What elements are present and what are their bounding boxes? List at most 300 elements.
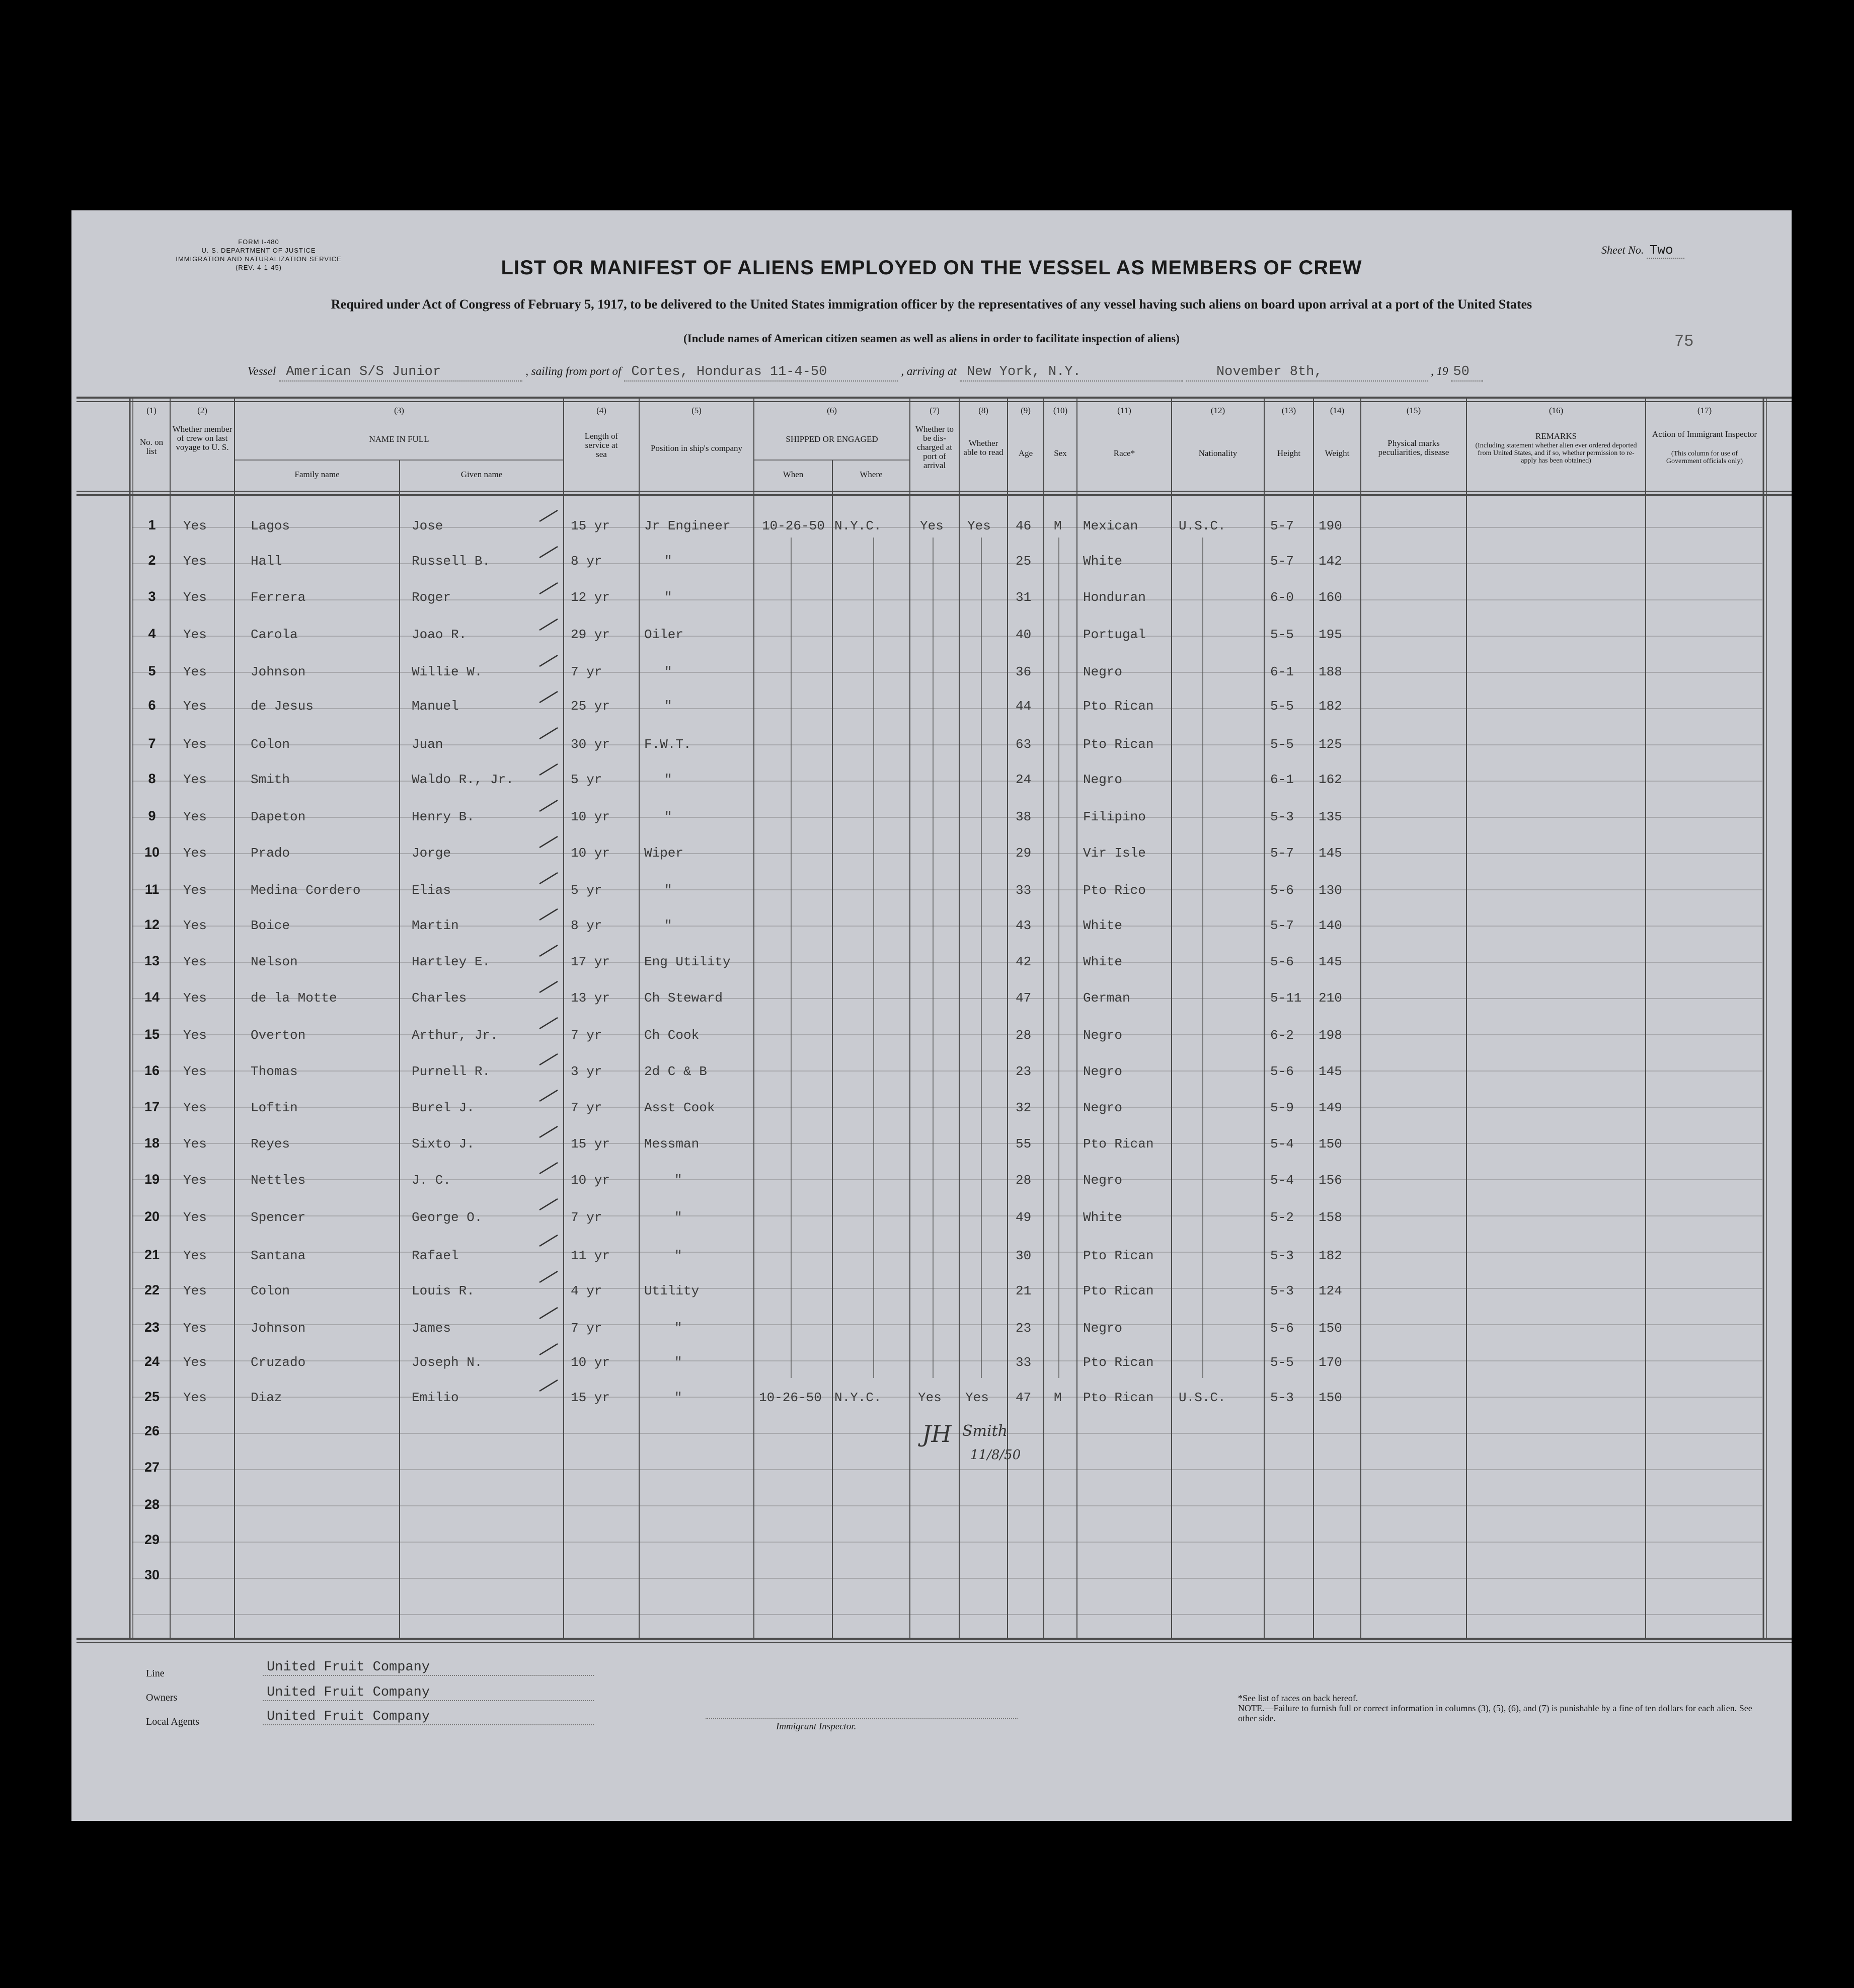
col-num-5: (5) xyxy=(691,406,702,415)
position: F.W.T. xyxy=(644,737,691,752)
service-length: 15 yr xyxy=(571,1136,610,1152)
age: 63 xyxy=(1016,737,1032,752)
prev-voyage: Yes xyxy=(183,664,207,679)
race: Negro xyxy=(1083,1100,1123,1115)
service-length: 17 yr xyxy=(571,954,610,969)
given-name: Arthur, Jr. xyxy=(412,1028,498,1043)
row-number: 23 xyxy=(144,1320,160,1335)
height: 5-5 xyxy=(1270,737,1294,752)
weight: 142 xyxy=(1319,554,1342,569)
position: Messman xyxy=(644,1136,700,1152)
weight: 135 xyxy=(1319,809,1342,824)
col-num-1: (1) xyxy=(146,406,157,415)
service-length: 13 yr xyxy=(571,990,610,1006)
weight: 160 xyxy=(1319,590,1342,605)
sheet-number-label: Sheet No. xyxy=(1601,244,1644,256)
given-name: Hartley E. xyxy=(412,954,491,969)
family-name: Cruzado xyxy=(251,1355,306,1370)
service-length: 3 yr xyxy=(571,1064,602,1079)
prev-voyage: Yes xyxy=(183,518,207,533)
row-number: 1 xyxy=(148,517,156,532)
position: " xyxy=(664,699,672,714)
header-able-to-read: Whether able to read xyxy=(963,438,1003,457)
header-given-name: Given name xyxy=(460,470,503,479)
weight: 182 xyxy=(1319,699,1342,714)
row-number-29: 29 xyxy=(144,1532,160,1547)
col-num-10: (10) xyxy=(1053,406,1068,415)
weight: 182 xyxy=(1319,1248,1342,1263)
row-number-30: 30 xyxy=(144,1567,160,1582)
weight: 162 xyxy=(1319,772,1342,787)
age: 33 xyxy=(1016,1355,1032,1370)
header-name-in-full: NAME IN FULL xyxy=(369,434,429,444)
department-name: U. S. DEPARTMENT OF JUSTICE xyxy=(201,247,316,254)
race: Pto Rican xyxy=(1083,1390,1154,1405)
immigrant-inspector-label: Immigrant Inspector. xyxy=(776,1721,857,1732)
header-shipped-or-engaged: SHIPPED OR ENGAGED xyxy=(786,434,878,444)
given-name: Henry B. xyxy=(412,809,475,824)
to-be-discharged: Yes xyxy=(920,518,944,533)
age: 28 xyxy=(1016,1028,1032,1043)
age: 24 xyxy=(1016,772,1032,787)
height: 5-5 xyxy=(1270,1355,1294,1370)
service-length: 7 yr xyxy=(571,1321,602,1336)
shipped-when: 10-26-50 xyxy=(759,1390,822,1405)
race: Pto Rican xyxy=(1083,1355,1154,1370)
row-number: 6 xyxy=(148,698,156,713)
header-length-of-service: Length of service at sea xyxy=(584,431,619,459)
col-num-14: (14) xyxy=(1330,406,1345,415)
shipped-where: N.Y.C. xyxy=(834,1390,882,1405)
position: Ch Cook xyxy=(644,1028,700,1043)
weight: 130 xyxy=(1319,883,1342,898)
family-name: Overton xyxy=(251,1028,306,1043)
sex: M xyxy=(1054,518,1062,533)
height: 5-3 xyxy=(1270,1390,1294,1405)
race: Vir Isle xyxy=(1083,846,1146,861)
shipped-where: N.Y.C. xyxy=(834,518,882,533)
given-name: George O. xyxy=(412,1210,483,1225)
height: 5-9 xyxy=(1270,1100,1294,1115)
weight: 188 xyxy=(1319,664,1342,679)
weight: 150 xyxy=(1319,1136,1342,1152)
family-name: Carola xyxy=(251,627,298,642)
weight: 145 xyxy=(1319,846,1342,861)
row-number: 22 xyxy=(144,1282,160,1297)
age: 42 xyxy=(1016,954,1032,969)
age: 21 xyxy=(1016,1283,1032,1298)
age: 23 xyxy=(1016,1064,1032,1079)
col-num-11: (11) xyxy=(1117,406,1131,415)
service-length: 8 yr xyxy=(571,554,602,569)
service-length: 30 yr xyxy=(571,737,610,752)
height: 5-11 xyxy=(1270,990,1302,1006)
form-revision: (REV. 4-1-45) xyxy=(236,264,282,271)
given-name: Waldo R., Jr. xyxy=(412,772,514,787)
height: 5-3 xyxy=(1270,1248,1294,1263)
service-name: IMMIGRATION AND NATURALIZATION SERVICE xyxy=(176,255,342,263)
position: " xyxy=(674,1248,682,1263)
race: Pto Rican xyxy=(1083,1283,1154,1298)
row-number: 2 xyxy=(148,553,156,568)
prev-voyage: Yes xyxy=(183,1136,207,1152)
header-position: Position in ship's company xyxy=(650,443,743,453)
position: " xyxy=(674,1321,682,1336)
header-physical-marks: Physical marks peculiarities, disease xyxy=(1378,438,1449,457)
weight: 125 xyxy=(1319,737,1342,752)
family-name: Nettles xyxy=(251,1173,306,1188)
given-name: Sixto J. xyxy=(412,1136,475,1152)
age: 29 xyxy=(1016,846,1032,861)
given-name: Purnell R. xyxy=(412,1064,491,1079)
to-be-discharged: Yes xyxy=(918,1390,942,1405)
weight: 145 xyxy=(1319,1064,1342,1079)
race: Pto Rico xyxy=(1083,883,1146,898)
service-length: 8 yr xyxy=(571,918,602,933)
header-shipped-when: When xyxy=(783,470,804,479)
service-length: 7 yr xyxy=(571,1028,602,1043)
col-num-7: (7) xyxy=(930,406,940,415)
height: 5-4 xyxy=(1270,1173,1294,1188)
page-stamp: 75 xyxy=(1674,332,1694,351)
age: 46 xyxy=(1016,518,1032,533)
service-length: 29 yr xyxy=(571,627,610,642)
given-name: Jose xyxy=(412,518,443,533)
race: Negro xyxy=(1083,1321,1123,1336)
sex: M xyxy=(1054,1390,1062,1405)
position: Ch Steward xyxy=(644,990,723,1006)
header-prev-voyage: Whether member of crew on last voyage to U. S. xyxy=(172,424,233,452)
race: Negro xyxy=(1083,772,1123,787)
height: 5-6 xyxy=(1270,1321,1294,1336)
given-name: Willie W. xyxy=(412,664,483,679)
service-length: 10 yr xyxy=(571,1355,610,1370)
family-name: de Jesus xyxy=(251,699,314,714)
family-name: Medina Cordero xyxy=(251,883,361,898)
prev-voyage: Yes xyxy=(183,1064,207,1079)
weight: 195 xyxy=(1319,627,1342,642)
weight: 150 xyxy=(1319,1390,1342,1405)
arriving-label: , arriving at xyxy=(901,365,957,377)
given-name: Joao R. xyxy=(412,627,467,642)
row-number: 3 xyxy=(148,589,156,604)
service-length: 10 yr xyxy=(571,809,610,824)
nationality: U.S.C. xyxy=(1179,1390,1226,1405)
prev-voyage: Yes xyxy=(183,1321,207,1336)
service-length: 25 yr xyxy=(571,699,610,714)
position: " xyxy=(664,590,672,605)
age: 23 xyxy=(1016,1321,1032,1336)
given-name: Burel J. xyxy=(412,1100,475,1115)
able-to-read: Yes xyxy=(967,518,991,533)
header-sex: Sex xyxy=(1054,448,1067,458)
row-number: 4 xyxy=(148,626,156,641)
prev-voyage: Yes xyxy=(183,1173,207,1188)
family-name: Spencer xyxy=(251,1210,306,1225)
header-shipped-where: Where xyxy=(860,470,883,479)
weight: 140 xyxy=(1319,918,1342,933)
weight: 170 xyxy=(1319,1355,1342,1370)
position: Oiler xyxy=(644,627,684,642)
height: 5-7 xyxy=(1270,846,1294,861)
owners-value: United Fruit Company xyxy=(263,1685,594,1701)
position: " xyxy=(674,1173,682,1188)
given-name: Juan xyxy=(412,737,443,752)
height: 5-6 xyxy=(1270,1064,1294,1079)
row-number-28: 28 xyxy=(144,1497,160,1512)
header-nationality: Nationality xyxy=(1198,448,1238,458)
family-name: Dapeton xyxy=(251,809,306,824)
height: 5-5 xyxy=(1270,699,1294,714)
height: 5-7 xyxy=(1270,554,1294,569)
col-num-12: (12) xyxy=(1210,406,1225,415)
service-length: 10 yr xyxy=(571,1173,610,1188)
family-name: Hall xyxy=(251,554,282,569)
position: " xyxy=(674,1390,682,1405)
line-label: Line xyxy=(146,1668,165,1679)
age: 47 xyxy=(1016,990,1032,1006)
position: " xyxy=(674,1355,682,1370)
given-name: Elias xyxy=(412,883,451,898)
service-length: 15 yr xyxy=(571,518,610,533)
form-number: FORM I-480 xyxy=(238,238,279,246)
header-height: Height xyxy=(1277,448,1301,458)
header-no-on-list: No. on list xyxy=(139,437,164,456)
shipped-when: 10-26-50 xyxy=(762,518,825,533)
weight: 158 xyxy=(1319,1210,1342,1225)
family-name: Nelson xyxy=(251,954,298,969)
given-name: James xyxy=(412,1321,451,1336)
age: 36 xyxy=(1016,664,1032,679)
age: 40 xyxy=(1016,627,1032,642)
row-number: 5 xyxy=(148,663,156,678)
height: 5-3 xyxy=(1270,1283,1294,1298)
weight: 149 xyxy=(1319,1100,1342,1115)
row-number: 10 xyxy=(144,845,160,860)
penalty-note: NOTE.—Failure to furnish full or correct information in columns (3), (5), (6), and (7) is punishable by a fine of ten dollars for each alien. See other side. xyxy=(1238,1703,1752,1723)
age: 44 xyxy=(1016,699,1032,714)
row-number: 16 xyxy=(144,1063,160,1078)
inspector-name: Smith xyxy=(962,1422,1008,1440)
race: White xyxy=(1083,918,1123,933)
position: Asst Cook xyxy=(644,1100,715,1115)
document-subtitle: Required under Act of Congress of February 5, 1917, to be delivered to the United States immigration officer by the representatives of any vessel having such aliens on board upon arrival at a port of the United States xyxy=(331,297,1532,312)
prev-voyage: Yes xyxy=(183,1028,207,1043)
row-number: 11 xyxy=(144,882,160,897)
age: 25 xyxy=(1016,554,1032,569)
age: 30 xyxy=(1016,1248,1032,1263)
prev-voyage: Yes xyxy=(183,699,207,714)
position: " xyxy=(664,809,672,824)
document-instructions: (Include names of American citizen seamen as well as aliens in order to facilitate inspection of aliens) xyxy=(683,332,1180,345)
race: White xyxy=(1083,954,1123,969)
col-num-8: (8) xyxy=(978,406,988,415)
footer-note xyxy=(1238,1693,1771,1723)
local-agents-value: United Fruit Company xyxy=(263,1709,594,1725)
col-num-13: (13) xyxy=(1281,406,1296,415)
race: Pto Rican xyxy=(1083,1248,1154,1263)
row-number: 17 xyxy=(144,1099,160,1114)
age: 47 xyxy=(1016,1390,1032,1405)
family-name: Reyes xyxy=(251,1136,290,1152)
header-to-be-discharged: Whether to be dis-charged at port of arrival xyxy=(915,424,954,470)
row-number: 14 xyxy=(144,989,160,1005)
family-name: Colon xyxy=(251,737,290,752)
race: Mexican xyxy=(1083,518,1138,533)
height: 6-2 xyxy=(1270,1028,1294,1043)
vessel-name: American S/S Junior xyxy=(279,364,522,381)
height: 5-6 xyxy=(1270,954,1294,969)
header-inspector-action: Action of Immigrant Inspector xyxy=(1652,429,1757,439)
service-length: 15 yr xyxy=(571,1390,610,1405)
position: " xyxy=(664,554,672,569)
age: 43 xyxy=(1016,918,1032,933)
family-name: Loftin xyxy=(251,1100,298,1115)
sailing-label: , sailing from port of xyxy=(525,365,622,377)
arrival-year: 50 xyxy=(1451,364,1483,381)
local-agents-label: Local Agents xyxy=(146,1716,200,1727)
weight: 156 xyxy=(1319,1173,1342,1188)
row-number: 13 xyxy=(144,953,160,968)
family-name: Thomas xyxy=(251,1064,298,1079)
col-num-9: (9) xyxy=(1021,406,1031,415)
service-length: 10 yr xyxy=(571,846,610,861)
height: 5-7 xyxy=(1270,918,1294,933)
race: German xyxy=(1083,990,1130,1006)
family-name: Colon xyxy=(251,1283,290,1298)
race: Negro xyxy=(1083,1064,1123,1079)
weight: 150 xyxy=(1319,1321,1342,1336)
given-name: Emilio xyxy=(412,1390,459,1405)
family-name: Prado xyxy=(251,846,290,861)
position: 2d C & B xyxy=(644,1064,707,1079)
race: White xyxy=(1083,554,1123,569)
sailing-from: Cortes, Honduras 11-4-50 xyxy=(624,364,898,381)
race: White xyxy=(1083,1210,1123,1225)
race: Negro xyxy=(1083,664,1123,679)
prev-voyage: Yes xyxy=(183,990,207,1006)
row-number: 20 xyxy=(144,1209,160,1224)
service-length: 7 yr xyxy=(571,664,602,679)
age: 28 xyxy=(1016,1173,1032,1188)
race: Filipino xyxy=(1083,809,1146,824)
header-age: Age xyxy=(1018,448,1033,458)
header-inspector-note: (This column for use of Government officials only) xyxy=(1666,450,1743,465)
family-name: Johnson xyxy=(251,1321,306,1336)
height: 6-1 xyxy=(1270,664,1294,679)
row-number: 24 xyxy=(144,1354,160,1369)
col-num-2: (2) xyxy=(197,406,207,415)
prev-voyage: Yes xyxy=(183,809,207,824)
row-number: 9 xyxy=(148,808,156,823)
prev-voyage: Yes xyxy=(183,737,207,752)
prev-voyage: Yes xyxy=(183,1248,207,1263)
arriving-at: New York, N.Y. xyxy=(960,364,1183,381)
given-name: Manuel xyxy=(412,699,459,714)
vessel-label: Vessel xyxy=(248,365,276,377)
year-label: , 19 xyxy=(1430,365,1448,377)
position: Jr Engineer xyxy=(644,518,731,533)
prev-voyage: Yes xyxy=(183,846,207,861)
race: Portugal xyxy=(1083,627,1146,642)
col-num-15: (15) xyxy=(1406,406,1421,415)
family-name: Johnson xyxy=(251,664,306,679)
given-name: Jorge xyxy=(412,846,451,861)
manifest-sheet xyxy=(71,210,1792,1821)
race: Pto Rican xyxy=(1083,737,1154,752)
race-note: *See list of races on back hereof. xyxy=(1238,1693,1358,1703)
row-number: 15 xyxy=(144,1027,160,1042)
prev-voyage: Yes xyxy=(183,627,207,642)
height: 5-6 xyxy=(1270,883,1294,898)
line-value: United Fruit Company xyxy=(263,1660,594,1676)
header-weight: Weight xyxy=(1325,448,1350,458)
prev-voyage: Yes xyxy=(183,883,207,898)
weight: 124 xyxy=(1319,1283,1342,1298)
row-number-27: 27 xyxy=(144,1460,160,1475)
arrival-date: November 8th, xyxy=(1186,364,1428,381)
position: Eng Utility xyxy=(644,954,731,969)
prev-voyage: Yes xyxy=(183,1355,207,1370)
document-title: LIST OR MANIFEST OF ALIENS EMPLOYED ON THE VESSEL AS MEMBERS OF CREW xyxy=(501,257,1362,279)
prev-voyage: Yes xyxy=(183,554,207,569)
service-length: 4 yr xyxy=(571,1283,602,1298)
prev-voyage: Yes xyxy=(183,1283,207,1298)
height: 5-4 xyxy=(1270,1136,1294,1152)
service-length: 11 yr xyxy=(571,1248,610,1263)
height: 5-5 xyxy=(1270,627,1294,642)
family-name: de la Motte xyxy=(251,990,337,1006)
race: Honduran xyxy=(1083,590,1146,605)
given-name: Louis R. xyxy=(412,1283,475,1298)
height: 6-1 xyxy=(1270,772,1294,787)
owners-label: Owners xyxy=(146,1692,178,1703)
position: " xyxy=(664,772,672,787)
inspector-signature-line xyxy=(706,1718,1018,1719)
given-name: Charles xyxy=(412,990,467,1006)
col-num-3: (3) xyxy=(394,406,404,415)
prev-voyage: Yes xyxy=(183,590,207,605)
weight: 198 xyxy=(1319,1028,1342,1043)
col-num-4: (4) xyxy=(596,406,606,415)
row-number: 18 xyxy=(144,1135,160,1151)
given-name: Rafael xyxy=(412,1248,459,1263)
weight: 190 xyxy=(1319,518,1342,533)
service-length: 12 yr xyxy=(571,590,610,605)
height: 5-2 xyxy=(1270,1210,1294,1225)
col-num-17: (17) xyxy=(1697,406,1712,415)
weight: 145 xyxy=(1319,954,1342,969)
col-num-16: (16) xyxy=(1549,406,1564,415)
nationality: U.S.C. xyxy=(1179,518,1226,533)
family-name: Diaz xyxy=(251,1390,282,1405)
position: Wiper xyxy=(644,846,684,861)
row-number: 21 xyxy=(144,1247,160,1262)
row-number: 8 xyxy=(148,771,156,786)
given-name: Martin xyxy=(412,918,459,933)
header-remarks: REMARKS xyxy=(1535,431,1577,441)
service-length: 5 yr xyxy=(571,883,602,898)
age: 31 xyxy=(1016,590,1032,605)
position: " xyxy=(674,1210,682,1225)
row-number: 12 xyxy=(144,917,160,932)
position: " xyxy=(664,918,672,933)
row-number-26: 26 xyxy=(144,1423,160,1438)
race: Negro xyxy=(1083,1173,1123,1188)
weight: 210 xyxy=(1319,990,1342,1006)
race: Negro xyxy=(1083,1028,1123,1043)
family-name: Boice xyxy=(251,918,290,933)
